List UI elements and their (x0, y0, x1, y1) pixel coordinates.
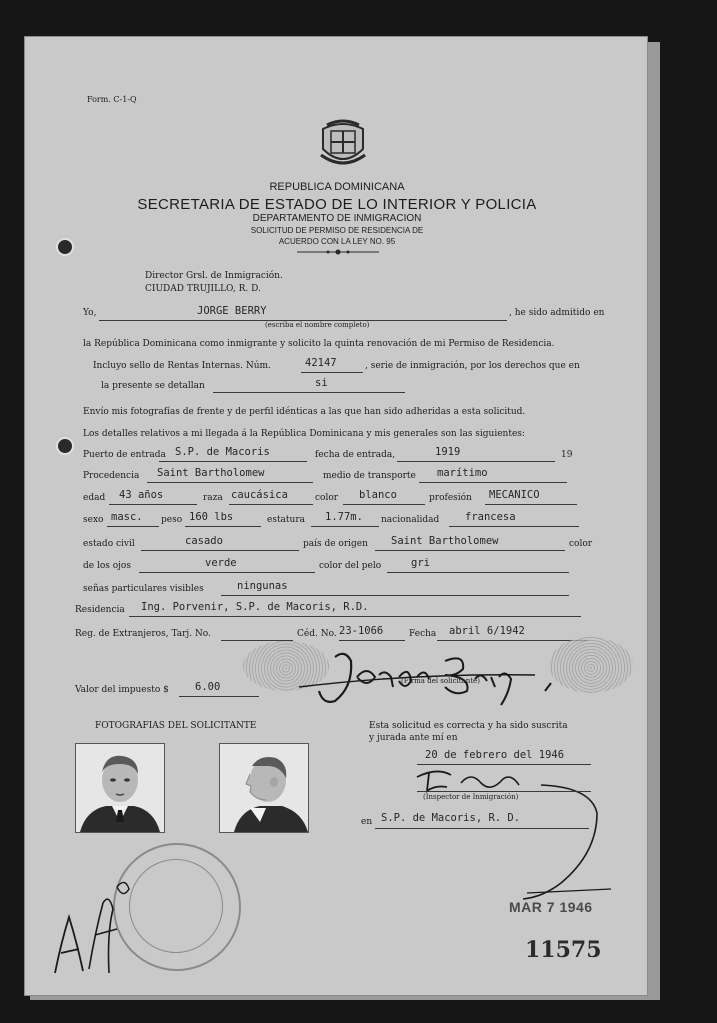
document-number-stamp: 11575 (525, 937, 602, 963)
ced-value: 23-1066 (339, 625, 384, 637)
form-code: Form. C-1-Q (87, 95, 137, 104)
raza-value: caucásica (231, 489, 288, 501)
raza-label: raza (203, 493, 223, 503)
serie-text: , serie de inmigración, por los derechos que en (365, 361, 580, 371)
edad-value: 43 años (119, 489, 164, 501)
republic-title: REPUBLICA DOMINICANA (269, 181, 405, 193)
admitted-text: , he sido admitido en (509, 308, 605, 318)
peso-value: 160 lbs (189, 511, 234, 523)
procedencia-value: Saint Bartholomew (157, 467, 265, 479)
fecha-entrada-label: fecha de entrada, (315, 450, 396, 460)
fecha-value: abril 6/1942 (449, 625, 525, 637)
civil-value: casado (185, 535, 223, 547)
envio-text: Envío mis fotografías de frente y de perfil idénticas a las que han sido adheridas a esta solicitud. (83, 407, 526, 417)
sexo-label: sexo (83, 515, 104, 525)
color-value: blanco (359, 489, 397, 501)
senas-value: ningunas (237, 580, 288, 592)
applicant-name: JORGE BERRY (197, 305, 267, 317)
procedencia-label: Procedencia (83, 471, 140, 481)
paragraph-renewal: la República Dominicana como inmigrante y solicito la quinta renovación de mi Permiso de Residencia. (83, 339, 555, 349)
fecha-entrada-suffix: 19 (561, 450, 573, 460)
document-page (24, 36, 648, 996)
ced-label: Céd. No. (297, 629, 337, 639)
name-caption: (escriba el nombre completo) (265, 321, 370, 329)
ojos-label: de los ojos (83, 561, 131, 571)
peso-label: peso (161, 515, 183, 525)
photos-title: FOTOGRAFIAS DEL SOLICITANTE (95, 721, 257, 731)
estatura-label: estatura (267, 515, 306, 525)
photo-front (75, 743, 165, 833)
profesion-label: profesión (429, 493, 472, 503)
edad-label: edad (83, 493, 106, 503)
inspector-signature-icon (411, 763, 611, 913)
residencia-value: Ing. Porvenir, S.P. de Macoris, R.D. (141, 601, 369, 613)
valor-label: Valor del impuesto $ (75, 685, 169, 695)
nacionalidad-label: nacionalidad (381, 515, 440, 525)
fecha-entrada-value: 1919 (435, 446, 461, 458)
portrait-front-icon (76, 744, 164, 832)
photo-profile (219, 743, 309, 833)
pelo-value: gri (411, 557, 430, 569)
pais-value: Saint Bartholomew (391, 535, 499, 547)
ojos-value: verde (205, 557, 237, 569)
pais-label: país de origen (303, 539, 368, 549)
portrait-profile-icon (220, 744, 308, 832)
incluyo-label: Incluyo sello de Rentas Internas. Núm. (93, 361, 271, 371)
departamento-title: DEPARTAMENTO DE INMIGRACION (252, 213, 422, 224)
handwritten-initials-icon (47, 873, 137, 983)
ornament-divider-icon (297, 248, 379, 256)
cert-line2: y jurada ante mí en (369, 733, 458, 743)
fecha-label: Fecha (409, 629, 437, 639)
firma-caption: (Firma del solicitante) (401, 677, 480, 685)
coat-of-arms-icon (317, 119, 369, 171)
cert-date: 20 de febrero del 1946 (425, 749, 565, 761)
received-date-stamp: MAR 7 1946 (509, 899, 593, 915)
color2-label: color (569, 539, 593, 549)
medio-label: medio de transporte (323, 471, 416, 481)
punch-hole-bottom (56, 437, 74, 455)
profesion-value: MECANICO (489, 489, 540, 501)
detallan-label: la presente se detallan (101, 381, 205, 391)
valor-value: 6.00 (195, 681, 221, 693)
inspector-caption: (Inspector de Inmigración) (423, 793, 519, 801)
pelo-label: color del pelo (319, 561, 382, 571)
addressee-line1: Director Grsl. de Inmigración. (145, 271, 283, 281)
solicitud-line1: SOLICITUD DE PERMISO DE RESIDENCIA DE (250, 226, 424, 235)
senas-label: señas particulares visibles (83, 584, 204, 594)
detallan-value: si (315, 377, 328, 389)
puerto-value: S.P. de Macoris (175, 446, 270, 458)
puerto-label: Puerto de entrada (83, 450, 166, 460)
solicitud-line2: ACUERDO CON LA LEY NO. 95 (278, 237, 396, 246)
en-label: en (361, 817, 373, 827)
en-value: S.P. de Macoris, R. D. (381, 812, 521, 824)
cert-line1: Esta solicitud es correcta y ha sido suscrita (369, 721, 568, 731)
yo-label: Yo, (83, 308, 97, 318)
medio-value: marítimo (437, 467, 488, 479)
sello-number: 42147 (305, 357, 337, 369)
addressee-line2: CIUDAD TRUJILLO, R. D. (145, 284, 261, 294)
estatura-value: 1.77m. (325, 511, 363, 523)
fingerprint-right (549, 637, 633, 693)
color-label: color (315, 493, 339, 503)
sexo-value: masc. (111, 511, 143, 523)
residencia-label: Residencia (75, 605, 125, 615)
reg-label: Reg. de Extranjeros, Tarj. No. (75, 629, 211, 639)
detalles-text: Los detalles relativos a mi llegada á la República Dominicana y mis generales son las siguientes: (83, 429, 525, 439)
punch-hole-top (56, 238, 74, 256)
nacionalidad-value: francesa (465, 511, 516, 523)
civil-label: estado civil (83, 539, 135, 549)
secretaria-title: SECRETARIA DE ESTADO DE LO INTERIOR Y POLICIA (137, 196, 537, 213)
